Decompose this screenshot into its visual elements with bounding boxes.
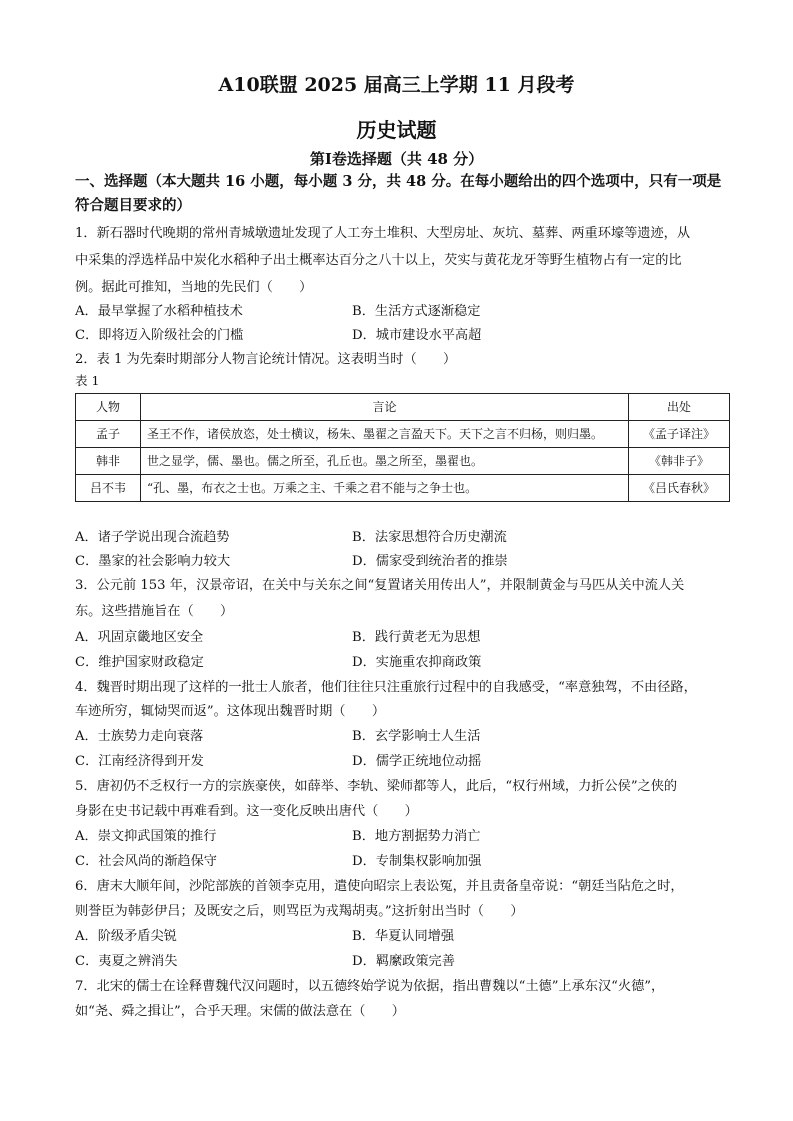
q2-option-a: A．诸子学说出现合流趋势	[75, 530, 230, 545]
q1-option-a: A．最早掌握了水稻种植技术	[75, 304, 243, 319]
q3-option-c: C．维护国家财政稳定	[75, 655, 204, 670]
table-row	[76, 475, 730, 502]
q2-option-c: C．墨家的社会影响力较大	[75, 554, 231, 569]
q6-option-d: D．羁縻政策完善	[352, 954, 455, 969]
q6-option-a: A．阶级矛盾尖锐	[75, 929, 177, 944]
table-header-cell: 人物	[76, 394, 141, 421]
q2-line-1: 2．表 1 为先秦时期部分人物言论统计情况。这表明当时（ ）	[75, 352, 457, 367]
table-cell: 吕不韦	[76, 475, 141, 502]
table-cell: 圣王不作，诸侯放恣，处士横议，杨朱、墨翟之言盈天下。天下之言不归杨，则归墨。	[141, 421, 629, 448]
q1-option-b: B．生活方式逐渐稳定	[352, 304, 481, 319]
q4-line-2: 车迹所穷，辄恸哭而返”。这体现出魏晋时期（ ）	[75, 704, 386, 719]
q3-option-b: B．践行黄老无为思想	[352, 630, 481, 645]
q3-line-2: 东。这些措施旨在（ ）	[75, 604, 234, 619]
q3-option-d: D．实施重农抑商政策	[352, 655, 482, 670]
q6-line-1: 6．唐末大顺年间，沙陀部族的首领李克用，遣使向昭宗上表讼冤，并且责备皇帝说：“朝廷当阽危之时，	[75, 879, 684, 894]
q2-table	[75, 393, 730, 502]
table-cell: 《吕氏春秋》	[629, 475, 730, 502]
table-row	[76, 448, 730, 475]
q2-option-d: D．儒家受到统治者的推崇	[352, 554, 508, 569]
q4-option-a: A．士族势力走向衰落	[75, 729, 204, 744]
q5-option-b: B．地方割据势力消亡	[352, 829, 481, 844]
table-header-row	[76, 394, 730, 421]
table-row	[76, 421, 730, 448]
q5-line-2: 身影在史书记载中再难看到。这一变化反映出唐代（ ）	[75, 804, 418, 819]
table-cell: 《孟子译注》	[629, 421, 730, 448]
q5-option-a: A．崇文抑武国策的推行	[75, 829, 217, 844]
section-heading: 一、选择题（本大题共 16 小题，每小题 3 分，共 48 分。在每小题给出的四个选项中，只有一项是符合题目要求的）	[75, 173, 722, 214]
q5-option-c: C．社会风尚的渐趋保守	[75, 854, 217, 869]
q5-line-1: 5．唐初仍不乏权行一方的宗族豪侠，如薛举、李轨、梁师都等人，此后，“权行州域，力折公侯”之侠的	[75, 779, 678, 794]
q6-option-b: B．华夏认同增强	[352, 929, 455, 944]
q1-option-d: D．城市建设水平高超	[352, 328, 482, 343]
exam-subject: 历史试题	[356, 118, 437, 142]
part-heading: 第Ⅰ卷选择题（共 48 分）	[309, 150, 484, 168]
q2-option-b: B．法家思想符合历史潮流	[352, 530, 507, 545]
q6-option-c: C．夷夏之辨消失	[75, 954, 178, 969]
q3-option-a: A．巩固京畿地区安全	[75, 630, 204, 645]
q7-line-2: 如“尧、舜之揖让”，合乎天理。宋儒的做法意在（ ）	[75, 1004, 405, 1019]
q1-option-c: C．即将迈入阶级社会的门槛	[75, 328, 244, 343]
table-caption: 表 1	[75, 373, 100, 388]
q6-line-2: 则誉臣为韩彭伊吕；及既安之后，则骂臣为戎羯胡夷。”这折射出当时（ ）	[75, 904, 524, 919]
q4-option-d: D．儒学正统地位动摇	[352, 754, 482, 769]
q7-line-1: 7．北宋的儒士在诠释曹魏代汉问题时，以五德终始学说为依据，指出曹魏以“土德”上承东汉“火德”，	[75, 979, 665, 994]
q4-line-1: 4．魏晋时期出现了这样的一批士人旅者，他们往往只注重旅行过程中的自我感受，“率意独驾，不由径路，	[75, 680, 697, 695]
q4-option-b: B．玄学影响士人生活	[352, 729, 481, 744]
q3-line-1: 3．公元前 153 年，汉景帝诏，在关中与关东之间“复置诸关用传出人”，并限制黄金与马匹从关中流人关	[75, 578, 685, 593]
table-cell: 《韩非子》	[629, 448, 730, 475]
q5-option-d: D．专制集权影响加强	[352, 854, 482, 869]
table-header-cell: 言论	[141, 394, 629, 421]
table-header-cell: 出处	[629, 394, 730, 421]
q1-line-1: 1．新石器时代晚期的常州青城墩遗址发现了人工夯土堆积、大型房址、灰坑、墓葬、两重环壕等遗迹，从	[75, 226, 691, 241]
table-cell: 孟子	[76, 421, 141, 448]
exam-title: A10联盟 2025 届高三上学期 11 月段考	[218, 74, 575, 96]
q1-line-2: 中采集的浮选样品中炭化水稻种子出土概率达百分之八十以上，芡实与黄花龙牙等野生植物占有一定的比	[75, 253, 682, 268]
q4-option-c: C．江南经济得到开发	[75, 754, 204, 769]
q1-line-3: 例。据此可推知，当地的先民们（ ）	[75, 280, 313, 295]
table-cell: 韩非	[76, 448, 141, 475]
table-cell: 世之显学，儒、墨也。儒之所至，孔丘也。墨之所至，墨翟也。	[141, 448, 629, 475]
table-cell: “孔、墨，布衣之士也。万乘之主、千乘之君不能与之争士也。	[141, 475, 629, 502]
